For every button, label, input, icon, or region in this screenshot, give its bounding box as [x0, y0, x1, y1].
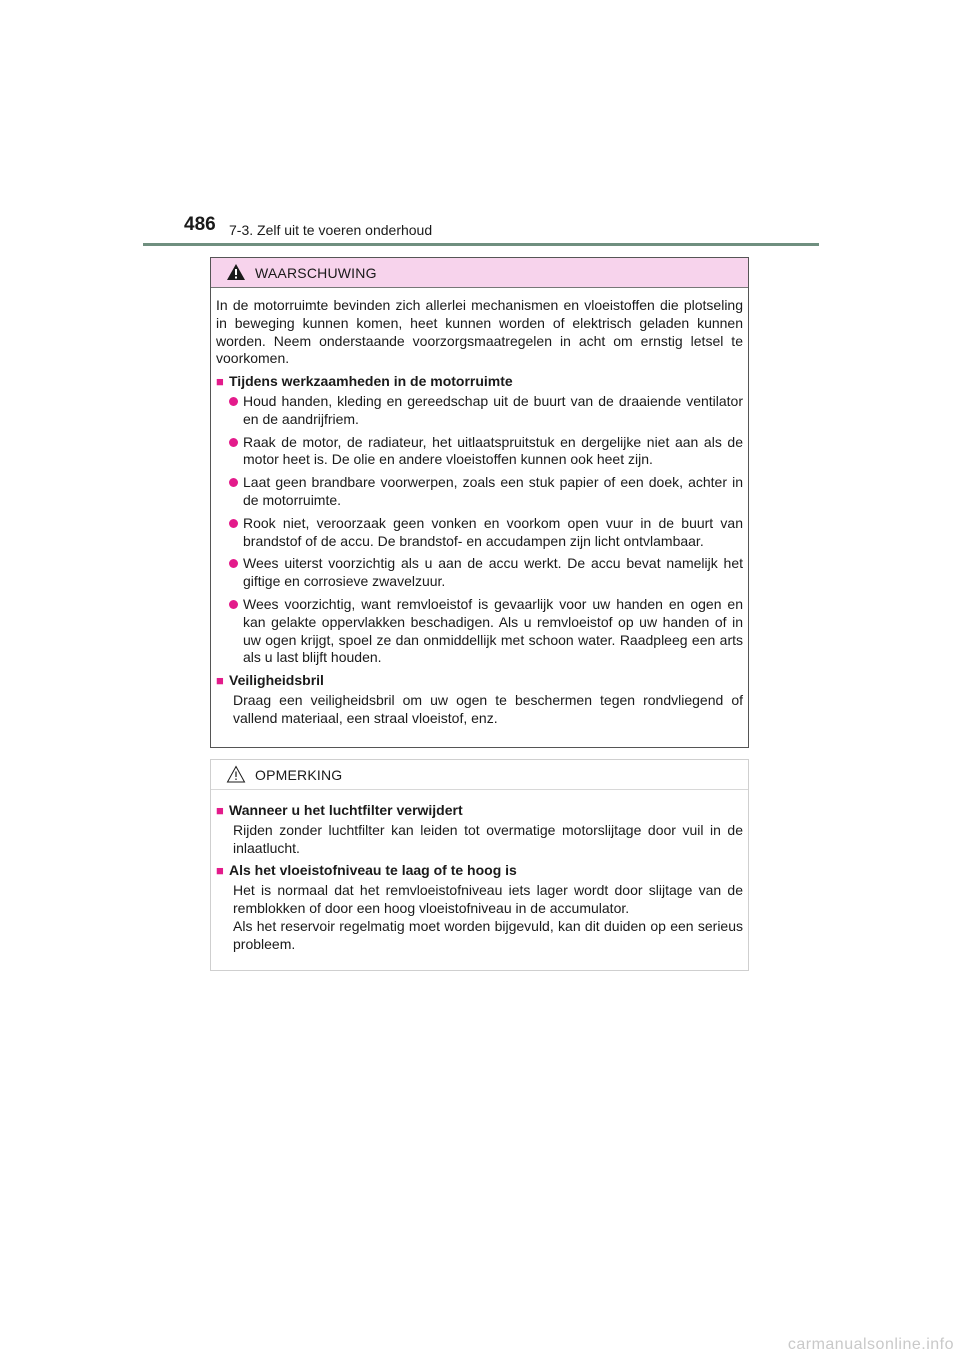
note-body: [211, 790, 748, 953]
note-title: OPMERKING: [255, 767, 343, 783]
bullet-text: Wees uiterst voorzichtig als u aan de accu werkt. De accu bevat namelijk het giftige en corrosieve zwavelzuur.: [243, 555, 743, 590]
bullet-item: [227, 515, 743, 551]
square-bullet-icon: ■: [216, 673, 224, 689]
fluid-level-text: [233, 882, 743, 953]
warning-triangle-icon: [226, 263, 246, 281]
square-bullet-icon: ■: [216, 863, 224, 879]
dot-bullet-icon: [229, 478, 238, 487]
warning-title: WAARSCHUWING: [255, 265, 377, 281]
note-line: Het is normaal dat het remvloeistofniveau iets lager wordt door slijtage van de remblokken of door een hoog vloeistofniveau in de accumulator.: [233, 882, 743, 916]
bullet-item: [227, 393, 743, 429]
note-subheading-fluid-level: [216, 862, 743, 880]
caution-outline-icon: [226, 765, 246, 783]
bullet-text: Houd handen, kleding en gereedschap uit de buurt van de draaiende ventilator en de aandrijfriem.: [243, 392, 743, 427]
warning-header: [211, 258, 748, 288]
subheading-text: Als het vloeistofniveau te laag of te hoog is: [229, 862, 517, 879]
subheading-text: Tijdens werkzaamheden in de motorruimte: [229, 373, 513, 390]
warning-intro: In de motorruimte bevinden zich allerlei mechanismen en vloeistoffen die plotseling in beweging kunnen komen, heet kunnen worden of elektrisch geladen kunnen worden. Neem onderstaande voorzorgsmaatregelen in acht om ernstig letsel te voorkomen.: [216, 297, 743, 367]
footer-watermark: carmanualsonline.info: [787, 1336, 954, 1353]
dot-bullet-icon: [229, 519, 238, 528]
note-subheading-air-filter: [216, 802, 743, 820]
section-title: 7-3. Zelf uit te voeren onderhoud: [229, 222, 433, 238]
bullet-item: [227, 555, 743, 591]
warning-box: [210, 257, 749, 748]
header-divider: [143, 243, 819, 246]
note-line: Als het reservoir regelmatig moet worden bijgevuld, kan dit duiden op een serieus probleem.: [233, 917, 743, 952]
subheading-text: Veiligheidsbril: [229, 672, 324, 689]
square-bullet-icon: ■: [216, 374, 224, 390]
bullet-text: Rook niet, veroorzaak geen vonken en voorkom open vuur in de buurt van brandstof of de accu. De brandstof- en accudampen zijn licht ontvlambaar.: [243, 514, 743, 549]
dot-bullet-icon: [229, 600, 238, 609]
bullet-text: Raak de motor, de radiateur, het uitlaatspruitstuk en dergelijke niet aan als de motor heet is. De olie en andere vloeistoffen kunnen ook heet zijn.: [243, 433, 743, 468]
warning-subheading-engine-room: [216, 373, 743, 391]
bullet-text: Laat geen brandbare voorwerpen, zoals een stuk papier of een doek, achter in de motorruimte.: [243, 474, 743, 508]
bullet-text: Wees voorzichtig, want remvloeistof is gevaarlijk voor uw handen en ogen en kan gelakte oppervlakken beschadigen. Als u remvloeistof op uw handen of in uw ogen krijgt, spoel ze dan onmiddellijk met schoon water. Raadpleeg een arts als u last blijft houden.: [243, 595, 743, 666]
square-bullet-icon: ■: [216, 803, 224, 818]
warning-body: [211, 288, 748, 728]
air-filter-text: [233, 822, 743, 858]
bullet-item: [227, 474, 743, 510]
page-number: 486: [184, 214, 216, 235]
dot-bullet-icon: [229, 397, 238, 406]
safety-glasses-text: Draag een veiligheidsbril om uw ogen te beschermen tegen rondvliegend of vallend materiaal, een straal vloeistof, enz.: [233, 691, 743, 726]
warning-subheading-safety-glasses: [216, 672, 743, 690]
dot-bullet-icon: [229, 559, 238, 568]
note-box: [210, 759, 749, 971]
note-header: [211, 760, 748, 790]
note-line: Rijden zonder luchtfilter kan leiden tot overmatige motorslijtage door vuil in de inlaatlucht.: [233, 821, 743, 856]
subheading-text: Wanneer u het luchtfilter verwijdert: [229, 802, 463, 818]
bullet-item: [227, 596, 743, 667]
bullet-item: [227, 434, 743, 470]
dot-bullet-icon: [229, 438, 238, 447]
